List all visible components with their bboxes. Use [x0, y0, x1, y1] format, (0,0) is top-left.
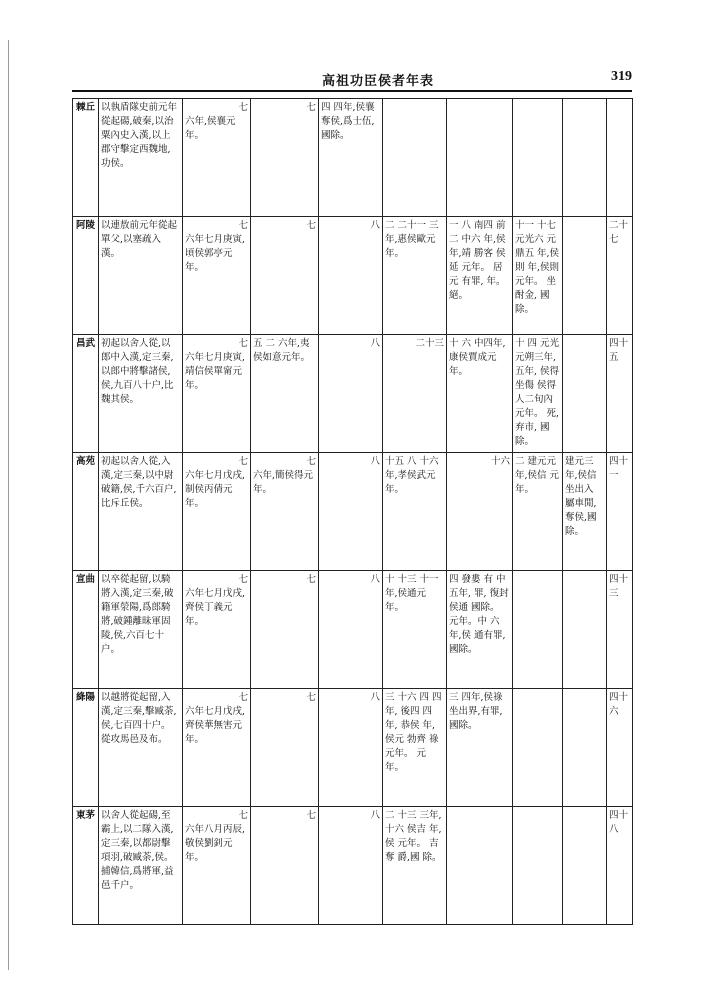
- merit-description-cell: [99, 453, 183, 571]
- fief-name-cell: [73, 571, 99, 689]
- fief-name: 東茅: [75, 810, 95, 821]
- reign-period-cell: [513, 217, 563, 335]
- table-row: [73, 807, 633, 925]
- reign-years-count: 七: [306, 810, 316, 821]
- merit-description-cell: [99, 217, 183, 335]
- reign-period-note: 四 發婁 有 中五年, 罪, 復封侯通 國除。 元年。中 六年,侯 通有罪, 國除。: [449, 574, 509, 655]
- reign-years-count: 七: [306, 692, 316, 703]
- reign-period-cell: [319, 335, 383, 453]
- reign-period-cell: [513, 453, 563, 571]
- reign-period-cell: [383, 99, 447, 217]
- reign-period-note: 一 八 南四 前二 中六 年,侯 年,靖 勝客 侯延 元年。 居元 有罪, 年。 絕。: [449, 220, 506, 301]
- reign-period-cell: [383, 217, 447, 335]
- reign-period-note: 三 四年,侯祿坐出界,有罪,國除。: [449, 692, 503, 731]
- reign-period-cell: [319, 453, 383, 571]
- rank-number: 四十三: [609, 574, 629, 599]
- reign-period-cell: [383, 453, 447, 571]
- fief-name: 昌武: [75, 338, 95, 349]
- fief-name: 高苑: [75, 456, 95, 467]
- reign-period-note: 六年七月庚寅,靖信侯單甯元年。: [185, 352, 246, 391]
- merit-description-cell: [99, 689, 183, 807]
- reign-period-cell: [563, 807, 607, 925]
- fief-name-cell: [73, 453, 99, 571]
- reign-years-count: 十六: [490, 456, 510, 467]
- reign-period-cell: [563, 99, 607, 217]
- reign-period-cell: [447, 689, 513, 807]
- reign-period-cell: [447, 453, 513, 571]
- reign-period-cell: [319, 689, 383, 807]
- rank-cell: [607, 807, 633, 925]
- reign-period-cell: [513, 571, 563, 689]
- rank-number: 四十一: [609, 456, 629, 481]
- merit-description: 以執盾隊史前元年從起碭,破秦,以治粟內史入漢,以上郡守擊定西魏地,功侯。: [101, 102, 178, 169]
- reign-period-cell: [513, 807, 563, 925]
- rank-number: 二十七: [609, 220, 629, 245]
- reign-years-count: 八: [370, 456, 380, 467]
- reign-period-cell: [447, 99, 513, 217]
- reign-period-note: 五 二 六年,夷侯如意元年。: [253, 338, 311, 363]
- reign-period-note: 二 二十一 三年,惠侯歐元年。: [385, 220, 439, 259]
- merit-description-cell: [99, 335, 183, 453]
- reign-period-note: 建元三 年,侯信 坐出入 屬車閒, 奪侯,國 除。: [565, 456, 597, 537]
- reign-years-count: 八: [370, 810, 380, 821]
- reign-period-note: 三 十六 四 四年, 後四 四年, 恭侯 年,侯元 勃齊 祿 元年。 元年。: [385, 692, 442, 773]
- reign-period-cell: [563, 217, 607, 335]
- reign-period-cell: [563, 335, 607, 453]
- reign-period-cell: [447, 807, 513, 925]
- reign-period-note: 六年七月戊戌,齊侯華無害元年。: [185, 706, 246, 745]
- table-row: [73, 571, 633, 689]
- reign-period-cell: [319, 807, 383, 925]
- reign-period-cell: [513, 99, 563, 217]
- rank-cell: [607, 335, 633, 453]
- reign-years-count: 七: [238, 102, 248, 113]
- table-row: [73, 217, 633, 335]
- reign-period-cell: [513, 335, 563, 453]
- reign-years-count: 二十三: [415, 338, 444, 349]
- reign-period-cell: [383, 335, 447, 453]
- merit-description: 以越將從起留,入漢,定三秦,擊臧荼,侯,七百四十户。從攻馬邑及布。: [101, 692, 177, 745]
- merit-description: 初起以舍人從,以郎中入漢,定三秦,以郎中將擊諸侯,侯,九百八十户,比魏其侯。: [101, 338, 174, 405]
- reign-period-cell: [513, 689, 563, 807]
- rank-cell: [607, 571, 633, 689]
- reign-period-cell: [563, 689, 607, 807]
- reign-period-note: 六年,侯襄元年。: [185, 116, 236, 141]
- reign-period-cell: [383, 689, 447, 807]
- reign-period-cell: [251, 453, 319, 571]
- table-row: [73, 99, 633, 217]
- reign-years-count: 七: [238, 338, 248, 349]
- reign-period-note: 二 十三 三年, 十六 侯吉 年,侯 元年。 吉奪 爵,國 除。: [385, 810, 442, 863]
- rank-number: 四十六: [609, 692, 629, 717]
- reign-years-count: 八: [370, 220, 380, 231]
- table-row: [73, 335, 633, 453]
- reign-period-note: 十 十三 十一年,侯通元年。: [385, 574, 439, 613]
- reign-years-count: 七: [238, 574, 248, 585]
- rank-cell: [607, 453, 633, 571]
- reign-period-cell: [183, 571, 251, 689]
- reign-period-note: 十 四 元光 元朔三年, 五年, 侯得坐傷 侯得 人二旬內 元年。 死,弃市, 國除。: [515, 338, 560, 447]
- reign-period-note: 六年,簡侯得元年。: [253, 470, 314, 495]
- reign-years-count: 八: [370, 692, 380, 703]
- running-title: 高祖功臣侯者年表: [322, 74, 435, 89]
- reign-period-cell: [563, 453, 607, 571]
- reign-period-cell: [447, 217, 513, 335]
- reign-years-count: 七: [306, 456, 316, 467]
- reign-years-count: 七: [238, 220, 248, 231]
- fief-name-cell: [73, 335, 99, 453]
- reign-years-count: 七: [238, 810, 248, 821]
- reign-period-cell: [251, 807, 319, 925]
- reign-period-note: 十一 十七 元光六 元鼎五 年,侯則 年,侯則 元年。 坐酎金, 國除。: [515, 220, 560, 315]
- binding-gutter-line: [8, 40, 9, 970]
- reign-period-cell: [183, 217, 251, 335]
- reign-period-cell: [319, 571, 383, 689]
- reign-period-cell: [251, 571, 319, 689]
- page-header: [72, 68, 632, 92]
- reign-period-cell: [383, 571, 447, 689]
- merit-description: 以舍人從起碭,至霸上,以二隊入漢,定三秦,以都尉擊項羽,破臧荼,侯。捕韓信,爲將軍,益邑千户。: [101, 810, 174, 891]
- table-row: [73, 689, 633, 807]
- reign-period-note: 六年七月庚寅,頃侯郭亭元年。: [185, 234, 246, 273]
- fief-name-cell: [73, 689, 99, 807]
- table-row: [73, 453, 633, 571]
- fief-name: 阿陵: [75, 220, 95, 231]
- page-number: 319: [611, 69, 632, 84]
- reign-years-count: 七: [238, 692, 248, 703]
- reign-period-cell: [183, 453, 251, 571]
- reign-period-cell: [447, 571, 513, 689]
- reign-period-cell: [563, 571, 607, 689]
- reign-period-cell: [183, 99, 251, 217]
- merit-description-cell: [99, 807, 183, 925]
- reign-period-cell: [383, 807, 447, 925]
- reign-period-cell: [251, 689, 319, 807]
- reign-period-cell: [183, 689, 251, 807]
- reign-years-count: 七: [306, 220, 316, 231]
- reign-period-note: 十 六 中四年,康侯賈成元年。: [449, 338, 506, 377]
- rank-cell: [607, 689, 633, 807]
- rank-number: 四十五: [609, 338, 629, 363]
- fief-name-cell: [73, 807, 99, 925]
- reign-period-cell: [447, 335, 513, 453]
- reign-period-note: 四 四年,侯襄奪侯,爲士伍,國除。: [321, 102, 375, 141]
- merit-description-cell: [99, 571, 183, 689]
- reign-years-count: 八: [370, 574, 380, 585]
- table-body: [73, 99, 633, 925]
- reign-years-count: 七: [306, 102, 316, 113]
- rank-number: 四十八: [609, 810, 629, 835]
- reign-period-cell: [251, 99, 319, 217]
- reign-years-count: 七: [238, 456, 248, 467]
- reign-period-note: 二 建元元 年,侯信 元年。: [515, 456, 560, 495]
- reign-period-cell: [251, 217, 319, 335]
- rank-cell: [607, 217, 633, 335]
- reign-period-cell: [183, 335, 251, 453]
- rank-cell: [607, 99, 633, 217]
- reign-years-count: 八: [370, 338, 380, 349]
- fief-name-cell: [73, 99, 99, 217]
- reign-period-note: 六年七月戊戌,齊侯丁義元年。: [185, 588, 246, 627]
- reign-period-cell: [183, 807, 251, 925]
- marquis-chronological-table: [72, 98, 633, 925]
- fief-name-cell: [73, 217, 99, 335]
- merit-description: 以卒從起留,以騎將入漢,定三秦,破籍軍滎陽,爲郎騎將,破鍾離昧軍固陵,侯,六百七十户。: [101, 574, 174, 655]
- reign-years-count: 七: [306, 574, 316, 585]
- merit-description: 初起以舍人從,入漢,定三秦,以中尉破籍,侯,千六百户,比斥丘侯。: [101, 456, 177, 509]
- reign-period-note: 六年八月丙辰,敬侯劉釗元年。: [185, 824, 246, 863]
- fief-name: 宣曲: [75, 574, 95, 585]
- fief-name: 棘丘: [75, 102, 95, 113]
- merit-description-cell: [99, 99, 183, 217]
- reign-period-cell: [319, 99, 383, 217]
- fief-name: 絳陽: [75, 692, 95, 703]
- reign-period-note: 六年七月戊戌,制侯丙倩元年。: [185, 470, 246, 509]
- reign-period-cell: [251, 335, 319, 453]
- reign-period-note: 十五 八 十六年,孝侯武元年。: [385, 456, 439, 495]
- reign-period-cell: [319, 217, 383, 335]
- merit-description: 以連敖前元年從起單父,以塞疏入漢。: [101, 220, 178, 259]
